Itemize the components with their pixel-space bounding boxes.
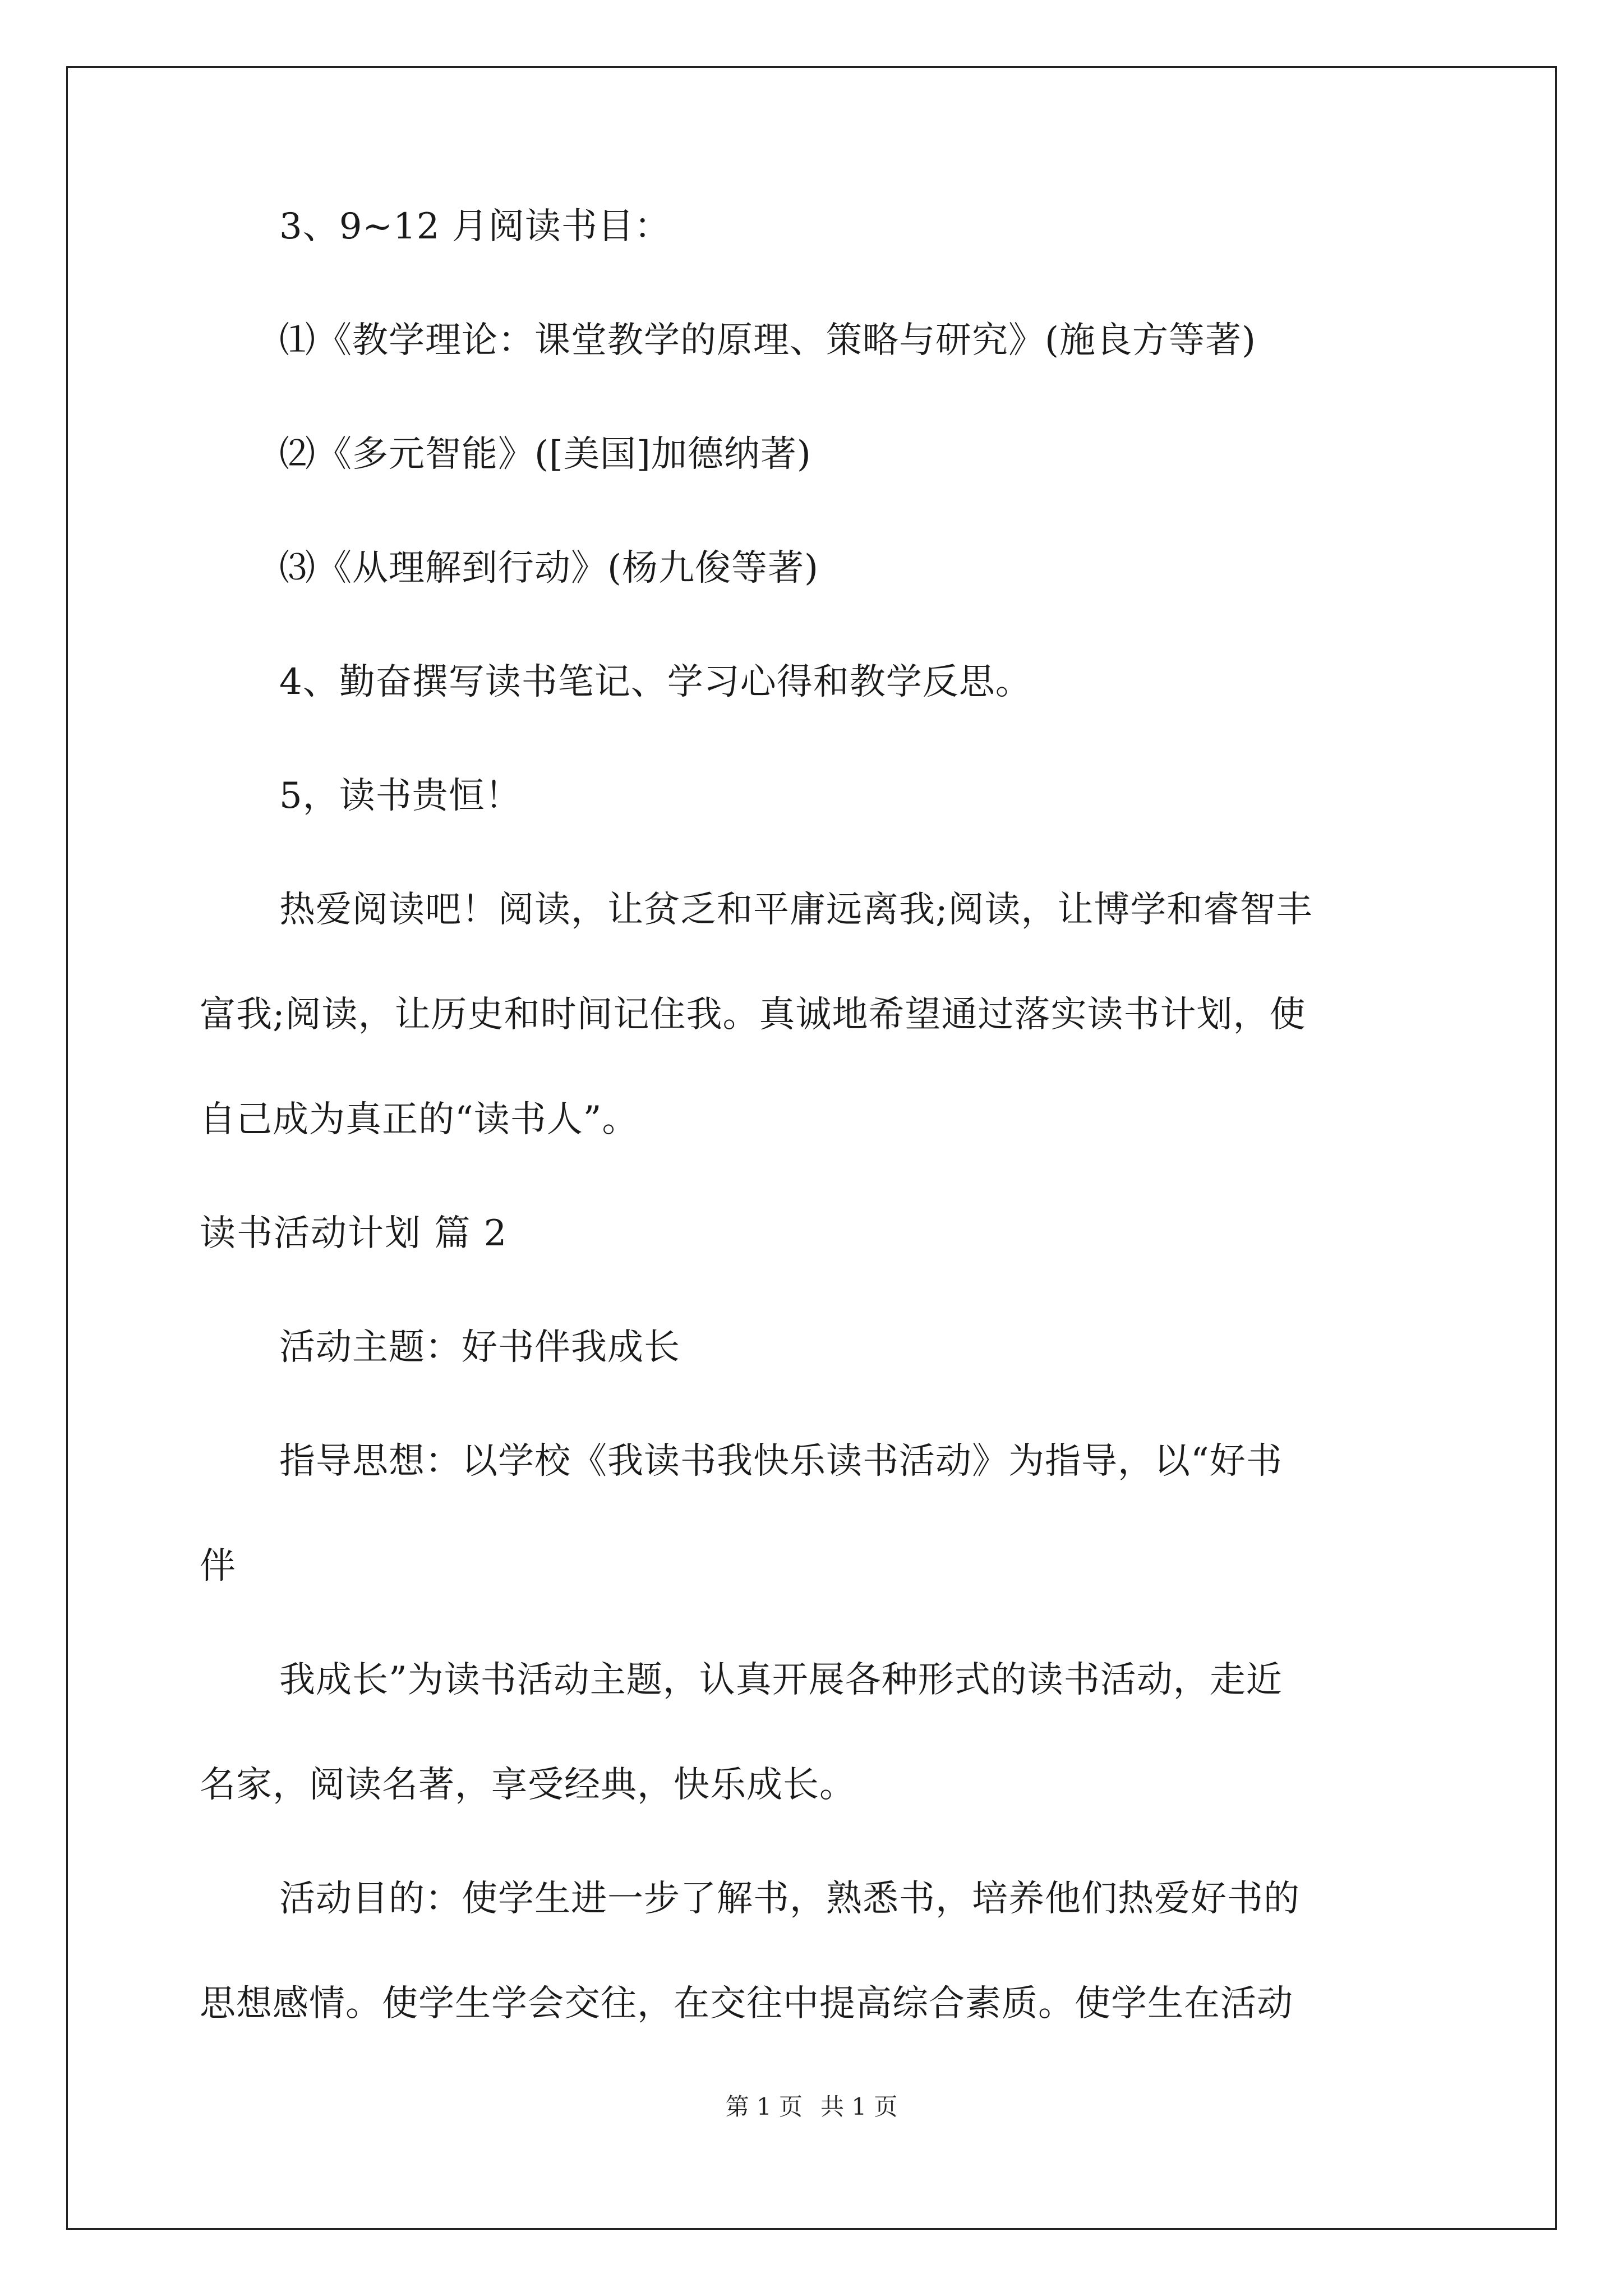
text-line: 4、勤奋撰写读书笔记、学习心得和教学反思。 — [279, 661, 1032, 703]
text-line: 我成长”为读书活动主题，认真开展各种形式的读书活动，走近 — [279, 1659, 1283, 1701]
section-heading: 读书活动计划 篇 2 — [200, 1213, 508, 1254]
text-line: ⑶《从理解到行动》(杨九俊等著) — [279, 547, 819, 589]
text-line: 伴 — [200, 1545, 236, 1587]
text-line: 活动主题：好书伴我成长 — [279, 1327, 680, 1368]
text-line: 自己成为真正的“读书人”。 — [200, 1099, 639, 1140]
page-footer — [0, 2091, 1623, 2123]
text-line: 活动目的：使学生进一步了解书，熟悉书，培养他们热爱好书的 — [279, 1878, 1300, 1920]
text-line: 指导思想：以学校《我读书我快乐读书活动》为指导，以“好书 — [279, 1441, 1283, 1482]
page-number-current: 第 1 页 — [725, 2093, 803, 2120]
text-line: 富我;阅读，让历史和时间记住我。真诚地希望通过落实读书计划，使 — [200, 994, 1306, 1036]
text-line: 热爱阅读吧！阅读，让贫乏和平庸远离我;阅读，让博学和睿智丰 — [279, 889, 1313, 931]
text-line: ⑵《多元智能》([美国]加德纳著) — [279, 434, 811, 475]
text-line: 3、9~12 月阅读书目： — [279, 206, 671, 247]
page-number-total: 共 1 页 — [820, 2093, 898, 2120]
text-line: 思想感情。使学生学会交往，在交往中提高综合素质。使学生在活动 — [200, 1983, 1293, 2024]
text-line: 5，读书贵恒！ — [279, 775, 522, 817]
text-line: ⑴《教学理论：课堂教学的原理、策略与研究》(施良方等著) — [279, 320, 1256, 361]
document-body — [200, 202, 1424, 2028]
text-line: 名家，阅读名著，享受经典，快乐成长。 — [200, 1764, 856, 1806]
